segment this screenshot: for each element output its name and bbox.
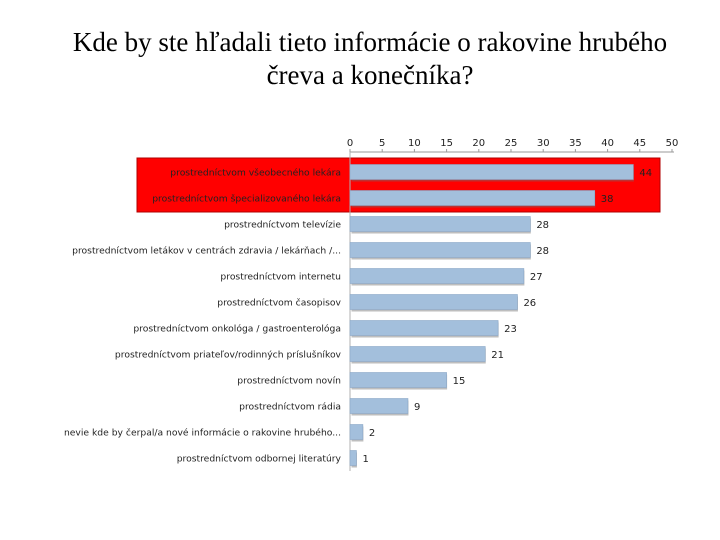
value-label: 9 <box>413 402 421 413</box>
value-label: 44 <box>639 168 653 179</box>
x-tick-label: 5 <box>379 138 386 149</box>
x-tick-label: 0 <box>346 138 354 149</box>
category-label: nevie kde by čerpal/a nové informácie o rakovine hrubého... <box>63 427 341 439</box>
category-label: prostredníctvom rádia <box>239 401 341 413</box>
category-label: prostredníctvom špecializovaného lekára <box>152 193 341 205</box>
value-label: 15 <box>452 376 466 387</box>
x-tick-label: 15 <box>440 138 453 149</box>
value-label: 27 <box>529 272 543 283</box>
value-label: 21 <box>491 350 504 361</box>
bar <box>350 191 595 206</box>
chart-title-line-1: Kde by ste hľadali tieto informácie o rakovine hrubého <box>72 27 668 57</box>
bar <box>350 243 530 258</box>
category-label: prostredníctvom letákov v centrách zdravia / lekárňach /... <box>72 245 341 257</box>
x-tick-label: 20 <box>472 138 486 149</box>
bar <box>350 165 633 180</box>
category-label: prostredníctvom novín <box>237 375 341 387</box>
bar <box>350 425 363 440</box>
value-label: 2 <box>368 428 376 439</box>
bar <box>350 373 447 388</box>
x-tick-label: 45 <box>633 138 647 149</box>
value-label: 38 <box>600 194 614 205</box>
category-label: prostredníctvom televízie <box>224 219 341 231</box>
category-label: prostredníctvom odbornej literatúry <box>176 453 341 465</box>
bar <box>350 217 530 232</box>
value-label: 1 <box>362 454 369 465</box>
category-label: prostredníctvom priateľov/rodinných príslušníkov <box>114 349 341 361</box>
x-tick-label: 35 <box>569 138 582 149</box>
bar <box>350 399 408 414</box>
x-tick-label: 30 <box>536 138 550 149</box>
category-label: prostredníctvom všeobecného lekára <box>170 167 341 179</box>
value-label: 26 <box>523 298 537 309</box>
category-label: prostredníctvom internetu <box>220 271 341 283</box>
x-tick-label: 40 <box>601 138 614 149</box>
value-label: 28 <box>536 246 550 257</box>
category-label: prostredníctvom onkológa / gastroenterológa <box>133 323 341 335</box>
bar <box>350 295 517 310</box>
bar <box>350 269 524 284</box>
chart-title-line-2: čreva a konečníka? <box>266 60 474 90</box>
bar <box>350 347 485 362</box>
x-tick-label: 10 <box>408 138 421 149</box>
x-tick-label: 50 <box>665 138 679 149</box>
x-tick-label: 25 <box>504 138 518 149</box>
bar <box>350 451 356 466</box>
category-label: prostredníctvom časopisov <box>217 297 341 309</box>
value-label: 28 <box>536 220 550 231</box>
value-label: 23 <box>504 324 517 335</box>
bar <box>350 321 498 336</box>
